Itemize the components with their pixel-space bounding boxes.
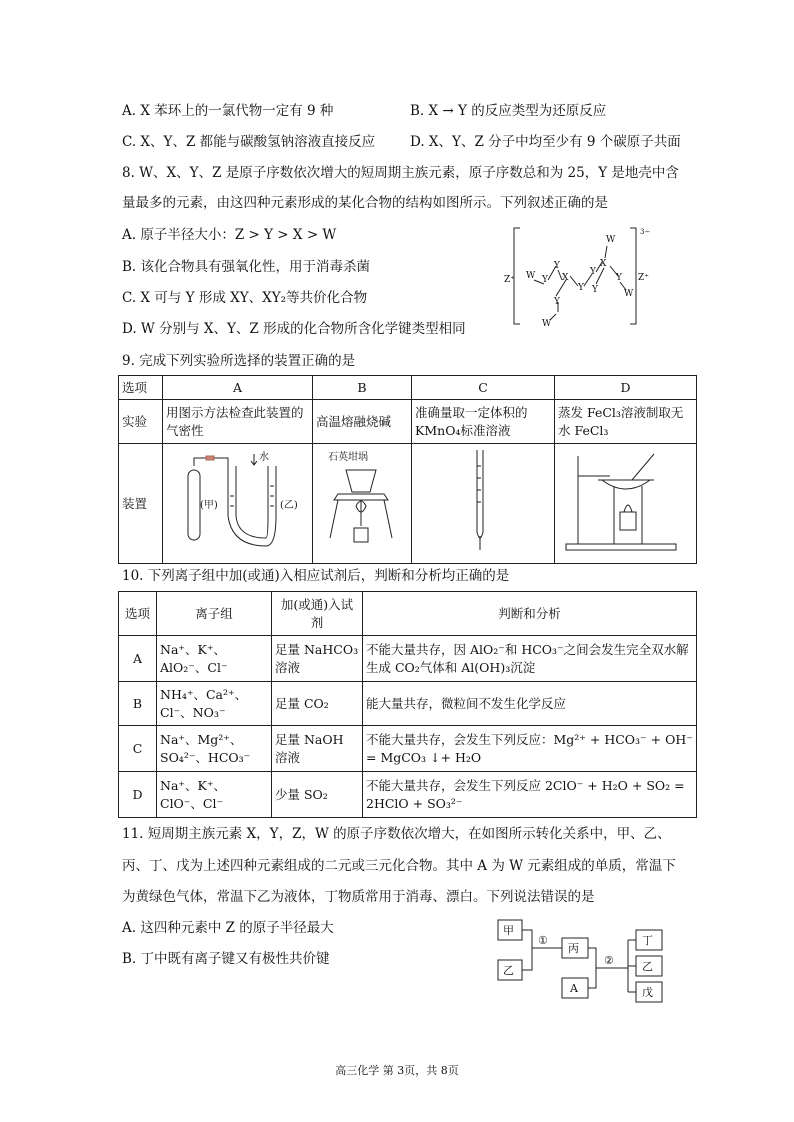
q9-head-b: B (313, 376, 412, 400)
page-footer: 高三化学 第 3页，共 8页 (335, 1064, 459, 1077)
q9-label-crucible: 石英坩埚 (328, 452, 368, 463)
struct-x-right: X (600, 259, 607, 269)
q11-stem-line2: 丙、丁、戊为上述四种元素组成的二元或三元化合物。其中 A 为 W 元素组成的单质，常温下 (122, 858, 676, 874)
q9-device-c (412, 444, 555, 564)
struct-y-l2: Y (542, 275, 548, 285)
q10-head-analysis: 判断和分析 (363, 592, 697, 636)
struct-w-bottom: W (542, 319, 552, 329)
q10-stem: 10. 下列离子组中加(或通)入相应试剂后，判断和分析均正确的是 (122, 568, 510, 584)
q9-head-option: 选项 (119, 376, 163, 400)
q9-head-a: A (163, 376, 313, 400)
struct-y-l1: Y (554, 261, 560, 271)
q8-option-c: C. X 可与 Y 形成 XY、XY₂等共价化合物 (122, 290, 368, 306)
q9-exp-a: 用图示方法检查此装置的气密性 (163, 400, 313, 444)
q11-node-yi2: 乙 (642, 960, 653, 973)
struct-w-top: W (606, 235, 616, 245)
q10-row-a-ions: Na⁺、K⁺、AlO₂⁻、Cl⁻ (157, 636, 272, 682)
q11-node-jia: 甲 (503, 924, 514, 937)
q9-device-b (313, 444, 412, 564)
q9-apparatus-b (316, 446, 408, 556)
q11-node-bing: 丙 (568, 942, 579, 955)
q11-step1: ① (538, 934, 548, 947)
q10-row-d-analysis: 不能大量共存，会发生下列反应 2ClO⁻ + H₂O + SO₂ = 2HClO + SO₃²⁻ (363, 772, 697, 818)
q8-structure-diagram (498, 222, 658, 332)
q9-table (118, 375, 697, 564)
q10-row-b-analysis: 能大量共存，微粒间不发生化学反应 (363, 682, 697, 726)
q10-row-d-opt: D (119, 772, 157, 818)
q11-option-b: B. 丁中既有离子键又有极性共价键 (122, 951, 330, 967)
q10-row-c-analysis: 不能大量共存，会发生下列反应：Mg²⁺ + HCO₃⁻ + OH⁻ = MgCO₃ ↓+ H₂O (363, 726, 697, 772)
q9-apparatus-c (415, 446, 551, 556)
q10-row-d-reagent: 少量 SO₂ (272, 772, 363, 818)
struct-z-right: Z⁺ (638, 273, 650, 283)
struct-w-r1: W (624, 289, 634, 299)
q9-device-d (555, 444, 697, 564)
q9-device-a (163, 444, 313, 564)
q10-head-ions: 离子组 (157, 592, 272, 636)
q11-node-wu: 戊 (642, 986, 653, 999)
q10-row-c-ions: Na⁺、Mg²⁺、SO₄²⁻、HCO₃⁻ (157, 726, 272, 772)
struct-y-mid: Y (590, 267, 596, 277)
q8-stem-line1: 8. W、X、Y、Z 是原子序数依次增大的短周期主族元素，原子序数总和为 25，Y 是地壳中含 (122, 165, 679, 181)
q10-row-a-analysis: 不能大量共存，因 AlO₂⁻和 HCO₃⁻之间会发生完全双水解生成 CO₂气体和 Al(OH)₃沉淀 (363, 636, 697, 682)
q9-label-jia: (甲) (200, 500, 218, 511)
q9-head-d: D (555, 376, 697, 400)
q9-row-exp-label: 实验 (119, 400, 163, 444)
q10-row-d-ions: Na⁺、K⁺、ClO⁻、Cl⁻ (157, 772, 272, 818)
struct-y-b1: Y (578, 283, 584, 293)
q10-row-a-reagent: 足量 NaHCO₃ 溶液 (272, 636, 363, 682)
q9-apparatus-d (558, 446, 694, 556)
q10-row-b-opt: B (119, 682, 157, 726)
q9-apparatus-a (166, 446, 306, 556)
q10-row-b-reagent: 足量 CO₂ (272, 682, 363, 726)
q7-option-c: C. X、Y、Z 都能与碳酸氢钠溶液直接反应 (122, 134, 376, 150)
q11-stem-line3: 为黄绿色气体，常温下乙为液体，丁物质常用于消毒、漂白。下列说法错误的是 (122, 889, 595, 905)
q9-head-c: C (412, 376, 555, 400)
q9-row-dev-label: 装置 (119, 444, 163, 564)
q9-stem: 9. 完成下列实验所选择的装置正确的是 (122, 353, 356, 369)
struct-y-b2: Y (592, 285, 598, 295)
struct-y-r1: Y (616, 273, 622, 283)
q11-option-a: A. 这四种元素中 Z 的原子半径最大 (122, 920, 334, 936)
q10-row-c-opt: C (119, 726, 157, 772)
q8-stem-line2: 量最多的元素，由这四种元素形成的某化合物的结构如图所示。下列叙述正确的是 (122, 195, 608, 211)
q10-table (118, 591, 697, 818)
q10-head-reagent: 加(或通)入试剂 (272, 592, 363, 636)
q9-exp-c: 准确量取一定体积的 KMnO₄标准溶液 (412, 400, 555, 444)
q7-option-b: B. X → Y 的反应类型为还原反应 (410, 103, 607, 119)
q8-option-b: B. 该化合物具有强氧化性，用于消毒杀菌 (122, 259, 371, 275)
q11-node-a: A (570, 982, 578, 995)
q11-node-yi: 乙 (503, 964, 514, 977)
q9-exp-b: 高温熔融烧碱 (313, 400, 412, 444)
q10-row-a-opt: A (119, 636, 157, 682)
q9-label-yi: (乙) (280, 500, 298, 511)
q10-row-b-ions: NH₄⁺、Ca²⁺、Cl⁻、NO₃⁻ (157, 682, 272, 726)
q9-label-water: 水 (259, 452, 269, 463)
struct-x-left: X (562, 273, 569, 283)
q8-option-a: A. 原子半径大小：Z > Y > X > W (122, 227, 337, 243)
q11-step2: ② (604, 954, 614, 967)
q10-row-c-reagent: 足量 NaOH 溶液 (272, 726, 363, 772)
q7-option-d: D. X、Y、Z 分子中均至少有 9 个碳原子共面 (410, 134, 681, 150)
q10-head-option: 选项 (119, 592, 157, 636)
q8-option-d: D. W 分别与 X、Y、Z 形成的化合物所含化学键类型相同 (122, 321, 466, 337)
q11-node-ding: 丁 (642, 934, 653, 947)
q7-option-a: A. X 苯环上的一氯代物一定有 9 种 (122, 103, 334, 119)
struct-w-left: W (526, 271, 536, 281)
struct-charge: 3− (640, 228, 651, 236)
q11-transformation-diagram (496, 918, 686, 1010)
q11-stem-line1: 11. 短周期主族元素 X，Y，Z，W 的原子序数依次增大，在如图所示转化关系中，甲、乙、 (122, 826, 671, 842)
q9-exp-d: 蒸发 FeCl₃溶液制取无水 FeCl₃ (555, 400, 697, 444)
struct-y-bottom: Y (554, 297, 560, 307)
struct-z-left: Z⁺ (504, 275, 516, 285)
